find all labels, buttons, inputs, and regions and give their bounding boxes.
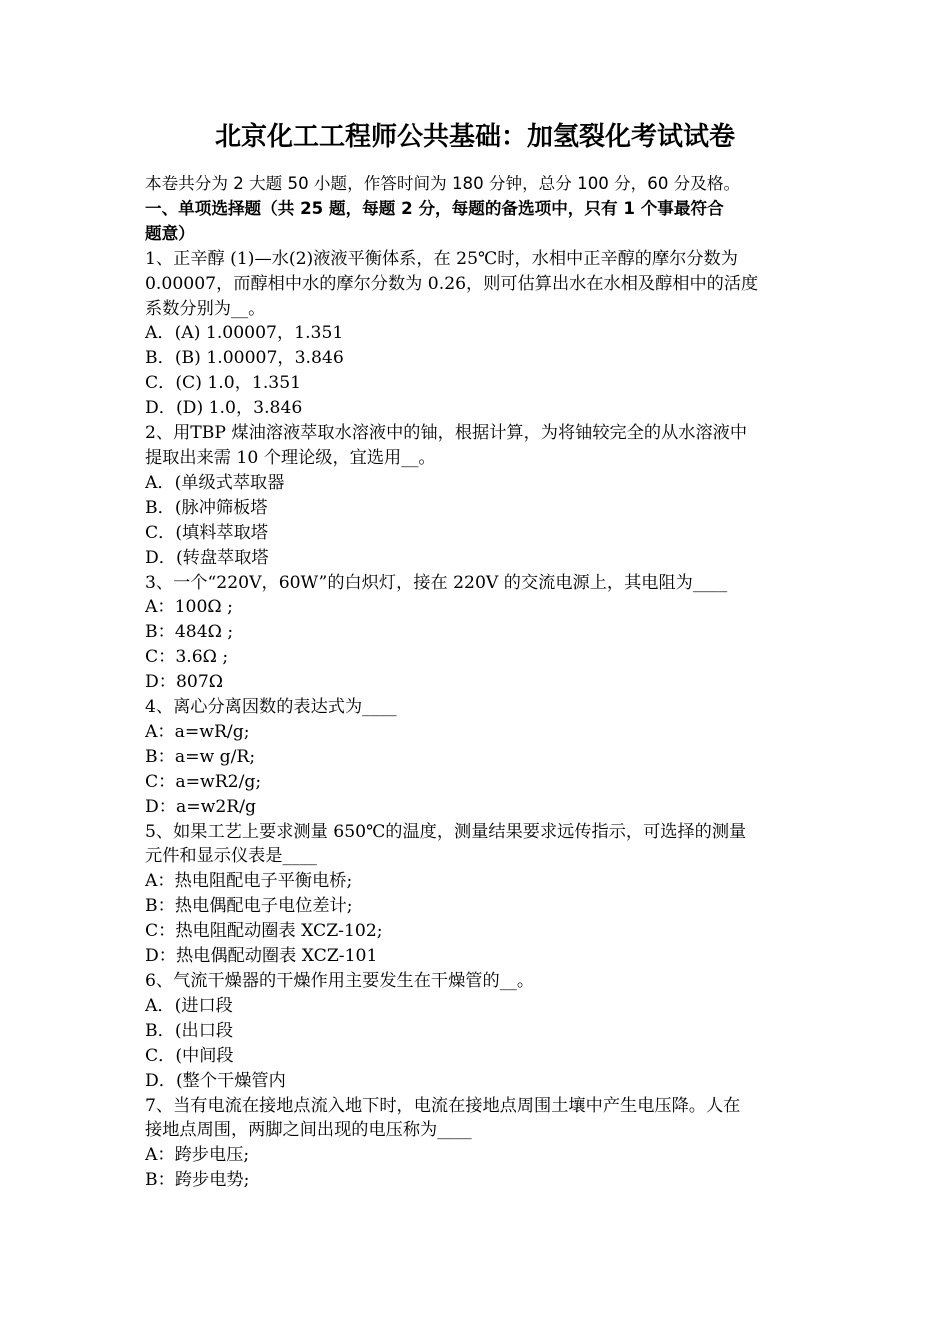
question-stem-line: 4、离心分离因数的表达式为____ [145,697,397,718]
answer-option-a: A．(A) 1.00007，1.351 [145,323,344,344]
answer-option-c: C．(填料萃取塔 [145,522,268,543]
answer-option-b: B：a=w g/R; [145,746,256,767]
question-stem-line: 系数分别为__。 [145,298,266,319]
answer-option-b: B．(出口段 [145,1020,234,1041]
answer-option-c: C．(中间段 [145,1045,234,1066]
question-stem-line: 1、正辛醇 (1)—水(2)液液平衡体系，在 25℃时，水相中正辛醇的摩尔分数为 [145,248,738,269]
answer-option-c: C：3.6Ω ; [145,647,229,668]
answer-option-d: D．(转盘萃取塔 [145,547,269,568]
question-3 [145,571,813,696]
question-stem-line: 7、当有电流在接地点流入地下时，电流在接地点周围土壤中产生电压降。人在 [145,1095,741,1116]
question-2 [145,421,813,570]
answer-option-a: A：100Ω ; [145,597,233,618]
answer-option-b: B．(脉冲筛板塔 [145,497,268,518]
answer-option-d: D．(D) 1.0，3.846 [145,398,303,419]
question-stem-line: 3、一个“220V，60W”的白炽灯，接在 220V 的交流电源上，其电阻为____ [145,572,728,593]
answer-option-a: A：跨步电压; [145,1145,250,1166]
answer-option-b: B：跨步电势; [145,1170,250,1191]
document-title: 北京化工工程师公共基础：加氢裂化考试试卷 [214,122,735,152]
answer-option-d: D：a=w2R/g [145,796,256,817]
answer-option-b: B：484Ω ; [145,622,234,643]
answer-option-b: B．(B) 1.00007，3.846 [145,348,344,369]
question-7 [145,1094,813,1194]
answer-option-a: A：a=wR/g; [145,721,250,742]
answer-option-d: D．(整个干燥管内 [145,1070,286,1091]
answer-option-d: D：807Ω [145,672,224,693]
question-stem-line: 提取出来需 10 个理论级，宜选用__。 [145,447,436,468]
question-stem-line: 2、用TBP 煤油溶液萃取水溶液中的铀，根据计算，为将铀较完全的从水溶液中 [145,423,748,444]
question-6 [145,969,813,1094]
question-1 [145,247,813,421]
answer-option-c: C．(C) 1.0，1.351 [145,373,302,394]
answer-option-a: A．(进口段 [145,995,233,1016]
question-stem-line: 元件和显示仪表是____ [145,846,317,867]
question-stem-line: 5、如果工艺上要求测量 650℃的温度，测量结果要求远传指示，可选择的测量 [145,821,747,842]
question-stem-line: 接地点周围，两脚之间出现的电压称为____ [145,1120,472,1141]
answer-option-d: D：热电偶配动圈表 XCZ-101 [145,946,378,967]
answer-option-c: C：a=wR2/g; [145,771,262,792]
section-heading-line: 题意） [145,223,195,243]
answer-option-b: B：热电偶配电子电位差计; [145,896,353,917]
question-4 [145,695,813,820]
answer-option-a: A：热电阻配电子平衡电桥; [145,871,353,892]
answer-option-a: A．(单级式萃取器 [145,472,285,493]
exam-intro: 本卷共分为 2 大题 50 小题，作答时间为 180 分钟，总分 100 分，60 分及格。 [145,174,741,193]
question-stem-line: 0.00007，而醇相中水的摩尔分数为 0.26，则可估算出水在水相及醇相中的活度 [145,273,759,294]
section-heading-line: 一、单项选择题（共 25 题，每题 2 分，每题的备选项中，只有 1 个事最符合 [145,198,724,218]
section-heading [145,197,813,247]
answer-option-c: C：热电阻配动圈表 XCZ-102; [145,921,383,942]
question-stem-line: 6、气流干燥器的干燥作用主要发生在干燥管的__。 [145,971,535,991]
question-5 [145,820,813,969]
document-body [145,172,813,1193]
